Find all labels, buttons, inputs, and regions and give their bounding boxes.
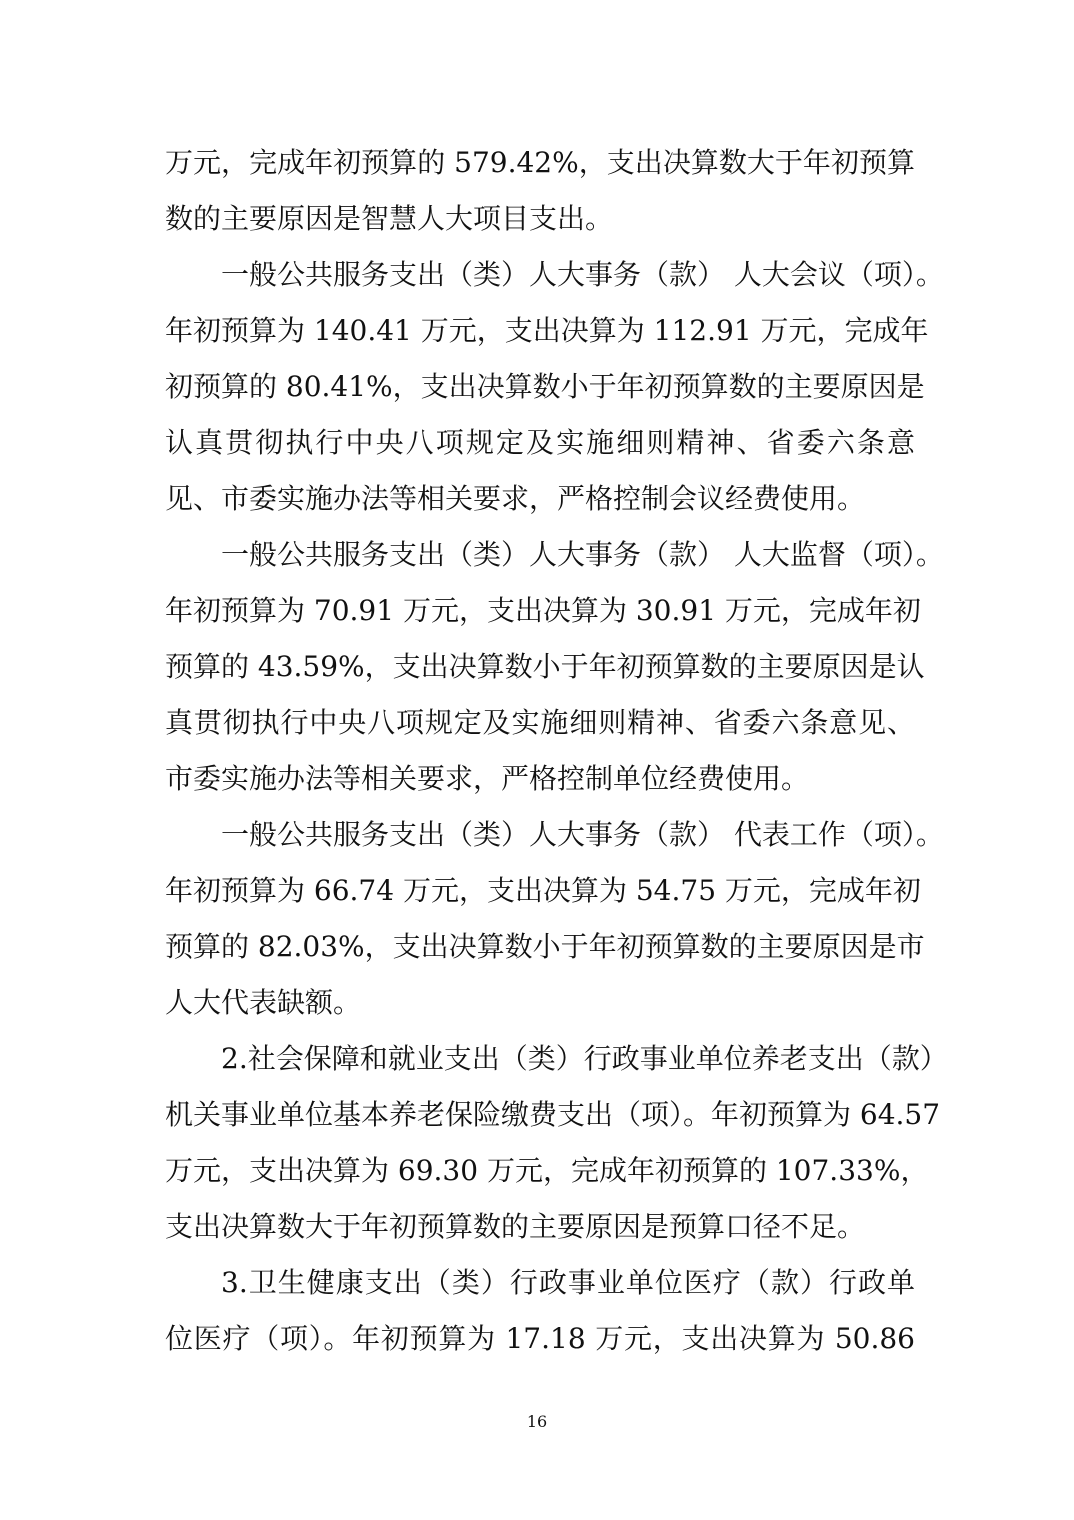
text-line: 万元，完成年初预算的 579.42%，支出决算数大于年初预算 <box>165 146 915 179</box>
text-line: 万元，支出决算为 69.30 万元，完成年初预算的 107.33%， <box>165 1154 929 1187</box>
paragraph-start-line: 一般公共服务支出（类）人大事务（款） 人大会议（项）。 <box>221 258 944 291</box>
text-line: 支出决算数大于年初预算数的主要原因是预算口径不足。 <box>165 1210 866 1243</box>
text-line: 机关事业单位基本养老保险缴费支出（项）。年初预算为 64.57 <box>165 1098 941 1131</box>
text-line: 预算的 82.03%，支出决算数小于年初预算数的主要原因是市 <box>165 930 925 963</box>
text-line: 预算的 43.59%，支出决算数小于年初预算数的主要原因是认 <box>165 650 925 683</box>
text-line: 年初预算为 140.41 万元，支出决算为 112.91 万元，完成年 <box>165 314 929 347</box>
paragraph-start-line: 一般公共服务支出（类）人大事务（款） 代表工作（项）。 <box>221 818 944 851</box>
text-line: 年初预算为 70.91 万元，支出决算为 30.91 万元，完成年初 <box>165 594 921 627</box>
text-line: 见、市委实施办法等相关要求，严格控制会议经费使用。 <box>165 482 866 515</box>
paragraph-start-line: 2.社会保障和就业支出（类）行政事业单位养老支出（款） <box>221 1042 948 1075</box>
paragraph-start-line: 3.卫生健康支出（类）行政事业单位医疗（款）行政单 <box>221 1266 915 1299</box>
text-line: 真贯彻执行中央八项规定及实施细则精神、省委六条意见、 <box>165 706 915 739</box>
text-line: 市委实施办法等相关要求，严格控制单位经费使用。 <box>165 762 810 795</box>
text-line: 认真贯彻执行中央八项规定及实施细则精神、省委六条意 <box>165 426 915 459</box>
text-line: 人大代表缺额。 <box>165 986 362 1019</box>
text-line: 初预算的 80.41%，支出决算数小于年初预算数的主要原因是 <box>165 370 925 403</box>
page-number: 16 <box>526 1412 548 1431</box>
text-line: 数的主要原因是智慧人大项目支出。 <box>165 202 614 235</box>
text-line: 位医疗（项）。年初预算为 17.18 万元，支出决算为 50.86 <box>165 1322 915 1355</box>
paragraph-start-line: 一般公共服务支出（类）人大事务（款） 人大监督（项）。 <box>221 538 944 571</box>
text-line: 年初预算为 66.74 万元，支出决算为 54.75 万元，完成年初 <box>165 874 921 907</box>
